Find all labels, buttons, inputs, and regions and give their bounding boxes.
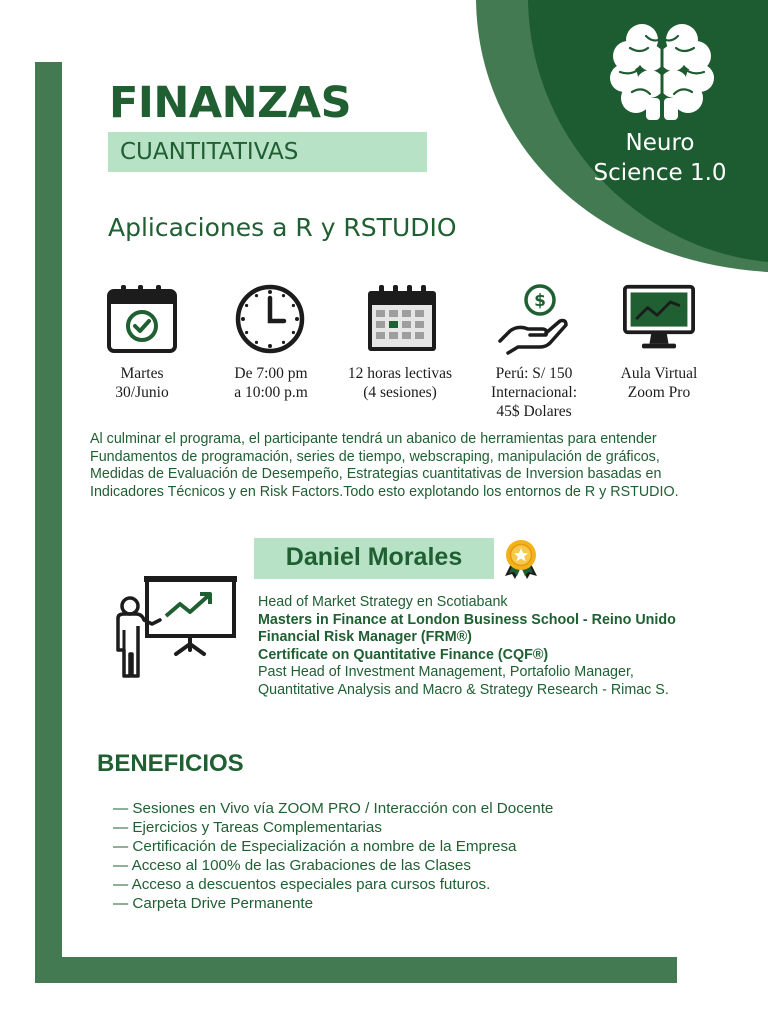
page-title: FINANZAS bbox=[109, 78, 352, 128]
benefit-item: — Carpeta Drive Permanente bbox=[113, 895, 314, 912]
info-hours-line: (4 sesiones) bbox=[363, 384, 437, 401]
info-platform-line: Zoom Pro bbox=[627, 384, 691, 401]
bio-line: Past Head of Investment Management, Portafolio Manager, bbox=[258, 664, 634, 681]
page-subtitle: CUANTITATIVAS bbox=[120, 139, 299, 165]
benefit-item: — Certificación de Especialización a nombre de la Empresa bbox=[113, 838, 517, 855]
description-line: Medidas de Evaluación de Desempeño, Estrategias cuantitativas de Inversion basadas en bbox=[90, 466, 662, 483]
info-platform bbox=[595, 364, 723, 402]
monitor-chart-icon bbox=[623, 283, 695, 355]
program-description bbox=[90, 431, 730, 501]
info-time bbox=[207, 364, 335, 402]
instructor-name: Daniel Morales bbox=[285, 543, 463, 571]
info-price bbox=[470, 364, 598, 421]
info-platform-line: Aula Virtual bbox=[620, 365, 698, 382]
info-time-line: De 7:00 pm bbox=[234, 365, 308, 382]
calendar-grid-icon bbox=[366, 283, 438, 355]
calendar-check-icon bbox=[106, 283, 178, 355]
benefit-item: — Acceso al 100% de las Grabaciones de las Clases bbox=[113, 857, 471, 874]
info-price-line: Perú: S/ 150 bbox=[495, 365, 573, 382]
bio-line: Certificate on Quantitative Finance (CQF®) bbox=[258, 646, 549, 663]
presenter-icon bbox=[110, 574, 238, 680]
description-line: Al culminar el programa, el participante tendrá un abanico de herramientas para entender bbox=[90, 431, 657, 447]
info-hours-line: 12 horas lectivas bbox=[347, 365, 453, 382]
benefits-list bbox=[113, 799, 673, 913]
brand-name-line2: Science 1.0 bbox=[593, 160, 727, 186]
info-date-line: Martes bbox=[120, 365, 164, 382]
benefit-item: — Ejercicios y Tareas Complementarias bbox=[113, 819, 382, 836]
applications-heading: Aplicaciones a R y RSTUDIO bbox=[108, 213, 457, 242]
brand-name-line1: Neuro bbox=[625, 130, 695, 156]
money-hand-icon bbox=[496, 283, 568, 355]
info-price-line: 45$ Dolares bbox=[496, 403, 572, 420]
svg-text:$: $ bbox=[534, 291, 546, 311]
frame-bottom-bar bbox=[35, 957, 677, 983]
medal-icon bbox=[500, 538, 542, 580]
info-time-line: a 10:00 p.m bbox=[234, 384, 308, 401]
brain-icon bbox=[606, 18, 718, 124]
info-price-line: Internacional: bbox=[490, 384, 578, 401]
bio-line: Financial Risk Manager (FRM®) bbox=[258, 629, 472, 646]
clock-icon bbox=[234, 283, 306, 355]
bio-line: Quantitative Analysis and Macro & Strategy Research - Rimac S. bbox=[258, 681, 669, 698]
instructor-bio bbox=[258, 594, 728, 700]
info-date-line: 30/Junio bbox=[115, 384, 169, 401]
bio-line: Masters in Finance at London Business School - Reino Unido bbox=[258, 611, 676, 628]
bio-line: Head of Market Strategy en Scotiabank bbox=[258, 594, 508, 610]
benefit-item: — Acceso a descuentos especiales para cursos futuros. bbox=[113, 876, 491, 893]
description-line: Indicadores Técnicos y en Risk Factors.Todo esto explotando los entornos de R y RSTUDIO. bbox=[90, 483, 679, 500]
benefits-heading: BENEFICIOS bbox=[97, 750, 244, 777]
benefit-item: — Sesiones en Vivo vía ZOOM PRO / Interacción con el Docente bbox=[113, 800, 554, 817]
description-line: Fundamentos de programación, series de tiempo, webscraping, manipulación de gráficos, bbox=[90, 448, 660, 465]
info-hours bbox=[336, 364, 464, 402]
info-date bbox=[78, 364, 206, 402]
